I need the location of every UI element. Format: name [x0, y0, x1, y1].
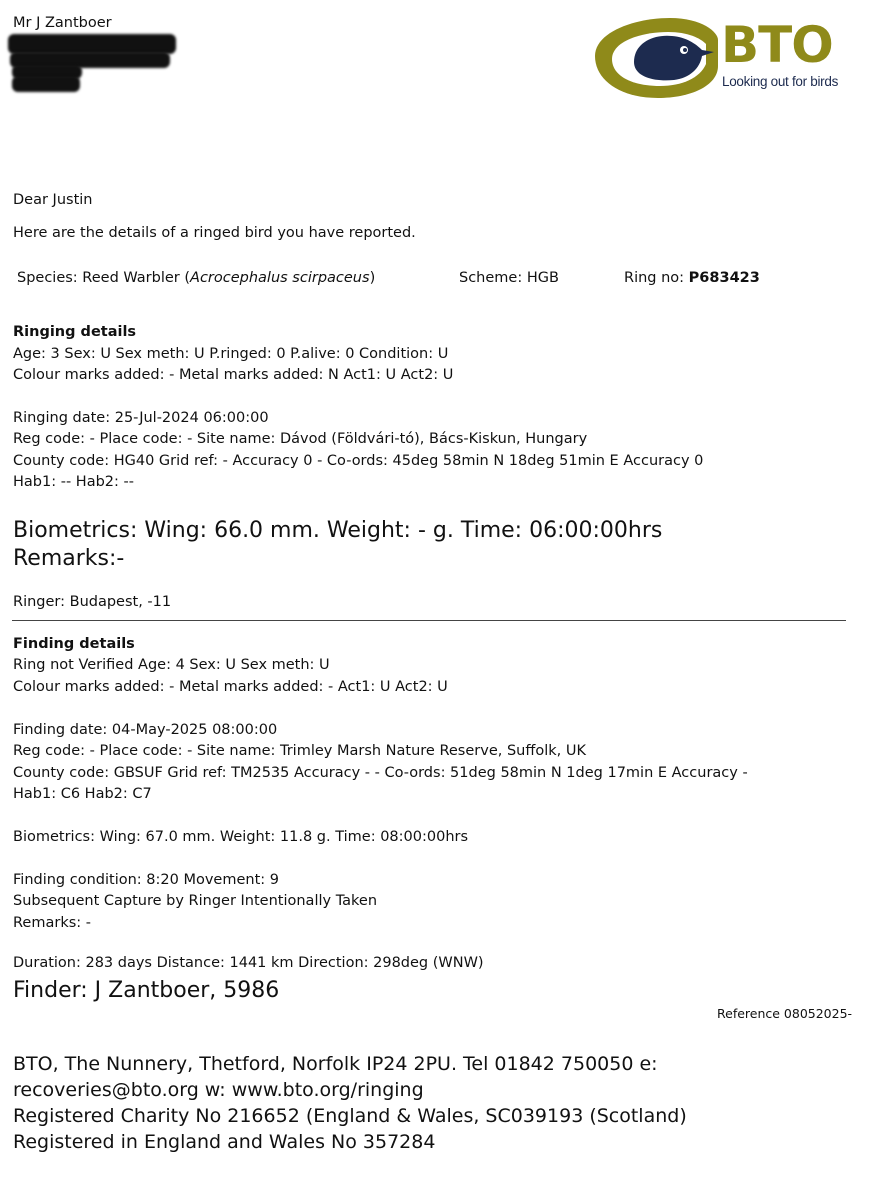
- finding-hab: Hab1: C6 Hab2: C7: [13, 786, 152, 802]
- finding-heading: Finding details: [13, 636, 135, 652]
- footer-line2: recoveries@bto.org w: www.bto.org/ringing: [13, 1079, 424, 1101]
- logo-wordmark: BTO: [721, 16, 833, 74]
- finding-line2: Colour marks added: - Metal marks added: - Act1: U Act2: U: [13, 679, 448, 695]
- finding-condition: Finding condition: 8:20 Movement: 9: [13, 872, 279, 888]
- ring-number: [624, 268, 760, 290]
- ringing-line1: Age: 3 Sex: U Sex meth: U P.ringed: 0 P.alive: 0 Condition: U: [13, 346, 449, 362]
- ringing-place: Reg code: - Place code: - Site name: Dávod (Földvári-tó), Bács-Kiskun, Hungary: [13, 431, 588, 447]
- footer-line1: BTO, The Nunnery, Thetford, Norfolk IP24 2PU. Tel 01842 750050 e:: [13, 1053, 658, 1075]
- ringing-line2: Colour marks added: - Metal marks added: N Act1: U Act2: U: [13, 367, 454, 383]
- ring-number-label: Ring no:: [624, 270, 689, 286]
- ringing-remarks: Remarks:-: [13, 546, 125, 571]
- species-latin: Acrocephalus scirpaceus: [190, 270, 370, 286]
- finding-date: Finding date: 04-May-2025 08:00:00: [13, 722, 278, 738]
- salutation: Dear Justin: [13, 192, 93, 208]
- footer-line3: Registered Charity No 216652 (England & Wales, SC039193 (Scotland): [13, 1105, 687, 1127]
- species-label: Species: Reed Warbler (: [17, 270, 191, 286]
- duration-distance-direction: Duration: 283 days Distance: 1441 km Direction: 298deg (WNW): [13, 955, 484, 971]
- reference: Reference 08052025-: [717, 1006, 853, 1021]
- footer-line4: Registered in England and Wales No 357284: [13, 1131, 436, 1153]
- finding-place: Reg code: - Place code: - Site name: Trimley Marsh Nature Reserve, Suffolk, UK: [13, 743, 586, 759]
- addressee-name: Mr J Zantboer: [13, 15, 112, 31]
- species-line: [17, 268, 375, 290]
- finder: Finder: J Zantboer, 5986: [13, 978, 280, 1003]
- ringing-date: Ringing date: 25-Jul-2024 06:00:00: [13, 410, 269, 426]
- finding-remarks: Remarks: -: [13, 915, 91, 931]
- ringing-county: County code: HG40 Grid ref: - Accuracy 0 - Co-ords: 45deg 58min N 18deg 51min E Accuracy 0: [13, 453, 704, 469]
- bto-logo: [590, 14, 840, 100]
- logo-tagline: Looking out for birds: [722, 74, 839, 89]
- scheme: Scheme: HGB: [459, 270, 559, 286]
- ringer: Ringer: Budapest, -11: [13, 594, 172, 610]
- ring-number-value: P683423: [688, 270, 760, 286]
- intro-text: Here are the details of a ringed bird you have reported.: [13, 225, 416, 241]
- species-close: ): [369, 270, 376, 286]
- finding-capture: Subsequent Capture by Ringer Intentionally Taken: [13, 893, 378, 909]
- ringing-biometrics: Biometrics: Wing: 66.0 mm. Weight: - g. Time: 06:00:00hrs: [13, 518, 663, 543]
- section-divider: [12, 620, 846, 621]
- ringing-heading: Ringing details: [13, 324, 137, 340]
- finding-county: County code: GBSUF Grid ref: TM2535 Accuracy - - Co-ords: 51deg 58min N 1deg 17min E Accuracy -: [13, 765, 748, 781]
- finding-line1: Ring not Verified Age: 4 Sex: U Sex meth: U: [13, 657, 330, 673]
- ringing-hab: Hab1: -- Hab2: --: [13, 474, 134, 490]
- finding-biometrics: Biometrics: Wing: 67.0 mm. Weight: 11.8 g. Time: 08:00:00hrs: [13, 829, 469, 845]
